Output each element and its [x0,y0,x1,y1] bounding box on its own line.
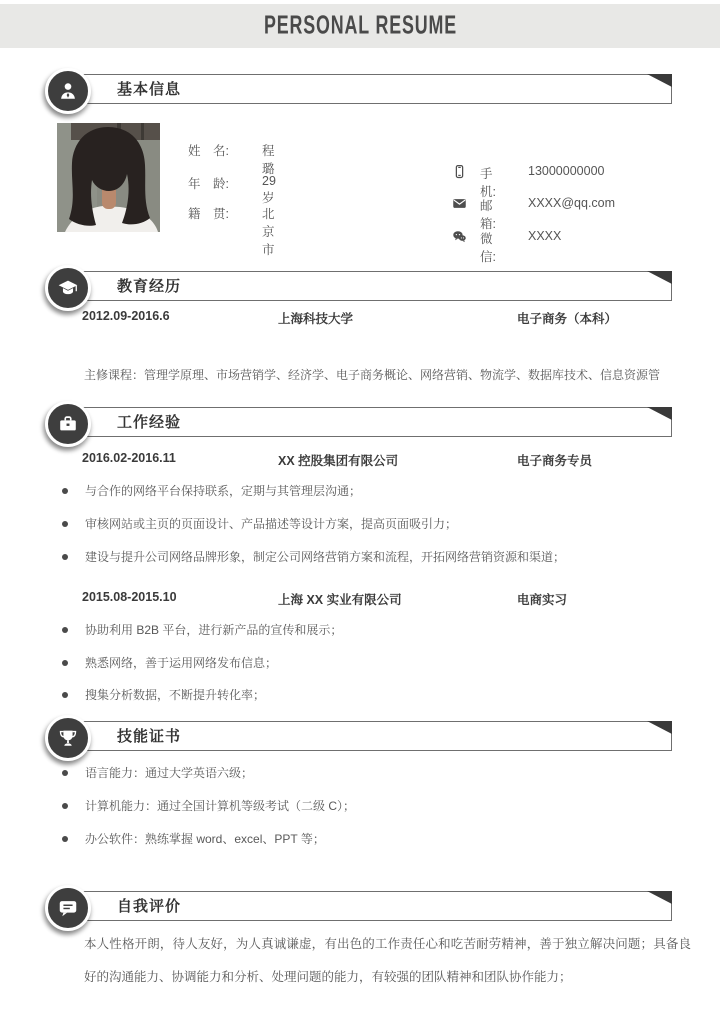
page-header-band [0,4,720,48]
wechat-icon [452,229,467,244]
education-courses: 主修课程：管理学原理、市场营销学、经济学、电子商务概论、网络营销、物流学、数据库技术、信息资源管 [84,368,661,382]
education-period: 2012.09-2016.6 [82,309,170,323]
list-item [62,483,682,499]
list-item [62,516,682,532]
ribbon-fold-icon [647,407,672,420]
bullet-text: 熟悉网络，善于运用网络发布信息； [85,656,278,670]
phone-icon [452,164,467,179]
bullet-dot [62,627,68,633]
bullet-text: 协助利用 B2B 平台，进行新产品的宣传和展示； [85,623,343,637]
evaluation-text: 本人性格开朗，待人友好，为人真诚谦虚，有出色的工作责任心和吃苦耐劳精神，善于独立解决问题；具备良好的沟通能力、协调能力和分析、处理问题的能力，有较强的团队精神和团队协作能力； [84,937,691,984]
list-item [62,765,682,781]
contact-label: 邮箱: [480,199,496,231]
list-item [62,622,682,638]
field-label: 籍 贯: [188,207,229,221]
ribbon-fold-icon [647,891,672,904]
job-period: 2015.08-2015.10 [82,590,177,604]
comment-icon [45,885,91,931]
bullet-dot [62,554,68,560]
section-title: 教育经历 [117,278,182,295]
bullet-text: 建设与提升公司网络品牌形象，制定公司网络营销方案和流程，开拓网络营销资源和渠道； [85,550,566,564]
list-item [62,831,682,847]
job-entry-row [0,451,720,468]
briefcase-icon [45,401,91,447]
job-company: XX 控股集团有限公司 [278,454,399,468]
section-header-evaluation [68,891,672,921]
bullet-dot [62,836,68,842]
section-title: 自我评价 [117,898,182,915]
contact-value: XXXX [528,229,562,243]
job-company: 上海 XX 实业有限公司 [278,593,402,607]
bullet-text: 审核网站或主页的页面设计、产品描述等设计方案，提高页面吸引力； [85,517,458,531]
field-value: 程璐 [262,144,275,176]
section-title: 工作经验 [117,414,182,431]
bullet-text: 计算机能力：通过全国计算机等级考试（二级 C）； [85,799,356,813]
education-entry-row [0,309,720,326]
contact-label: 微信: [480,232,496,264]
field-label: 姓 名: [188,144,229,158]
bullet-dot [62,521,68,527]
section-title: 基本信息 [117,81,182,98]
section-header-work [68,407,672,437]
bullet-dot [62,692,68,698]
section-title: 技能证书 [117,728,182,745]
bullet-dot [62,803,68,809]
bullet-dot [62,770,68,776]
profile-photo [57,123,160,232]
graduation-cap-icon [45,265,91,311]
job-period: 2016.02-2016.11 [82,451,176,465]
field-value: 北京市 [262,207,275,257]
section-header-skills [68,721,672,751]
ribbon-fold-icon [647,721,672,734]
bullet-text: 与合作的网络平台保持联系，定期与其管理层沟通； [85,484,362,498]
bullet-text: 办公软件：熟练掌握 word、excel、PPT 等； [85,832,325,846]
section-header-education [68,271,672,301]
job-role: 电子商务专员 [517,454,593,468]
bullet-text: 搜集分析数据，不断提升转化率； [85,688,266,702]
list-item [62,549,682,565]
bullet-dot [62,488,68,494]
list-item [62,655,682,671]
contact-value: XXXX@qq.com [528,196,616,210]
job-entry-row [0,590,720,607]
ribbon-fold-icon [647,271,672,284]
education-major: 电子商务（本科） [517,312,618,326]
job-role: 电商实习 [517,593,568,607]
ribbon-fold-icon [647,74,672,87]
trophy-icon [45,715,91,761]
contact-label: 手机: [480,167,496,199]
education-school: 上海科技大学 [278,312,354,326]
email-icon [452,196,467,211]
bullet-dot [62,660,68,666]
field-label: 年 龄: [188,177,229,191]
field-value: 29 岁 [262,174,276,205]
list-item [62,798,682,814]
page-title: PERSONAL RESUME [263,11,457,40]
bullet-text: 语言能力：通过大学英语六级； [85,766,254,780]
section-header-basic-info [68,74,672,104]
contact-value: 13000000000 [528,164,605,178]
person-icon [45,68,91,114]
list-item [62,687,682,703]
